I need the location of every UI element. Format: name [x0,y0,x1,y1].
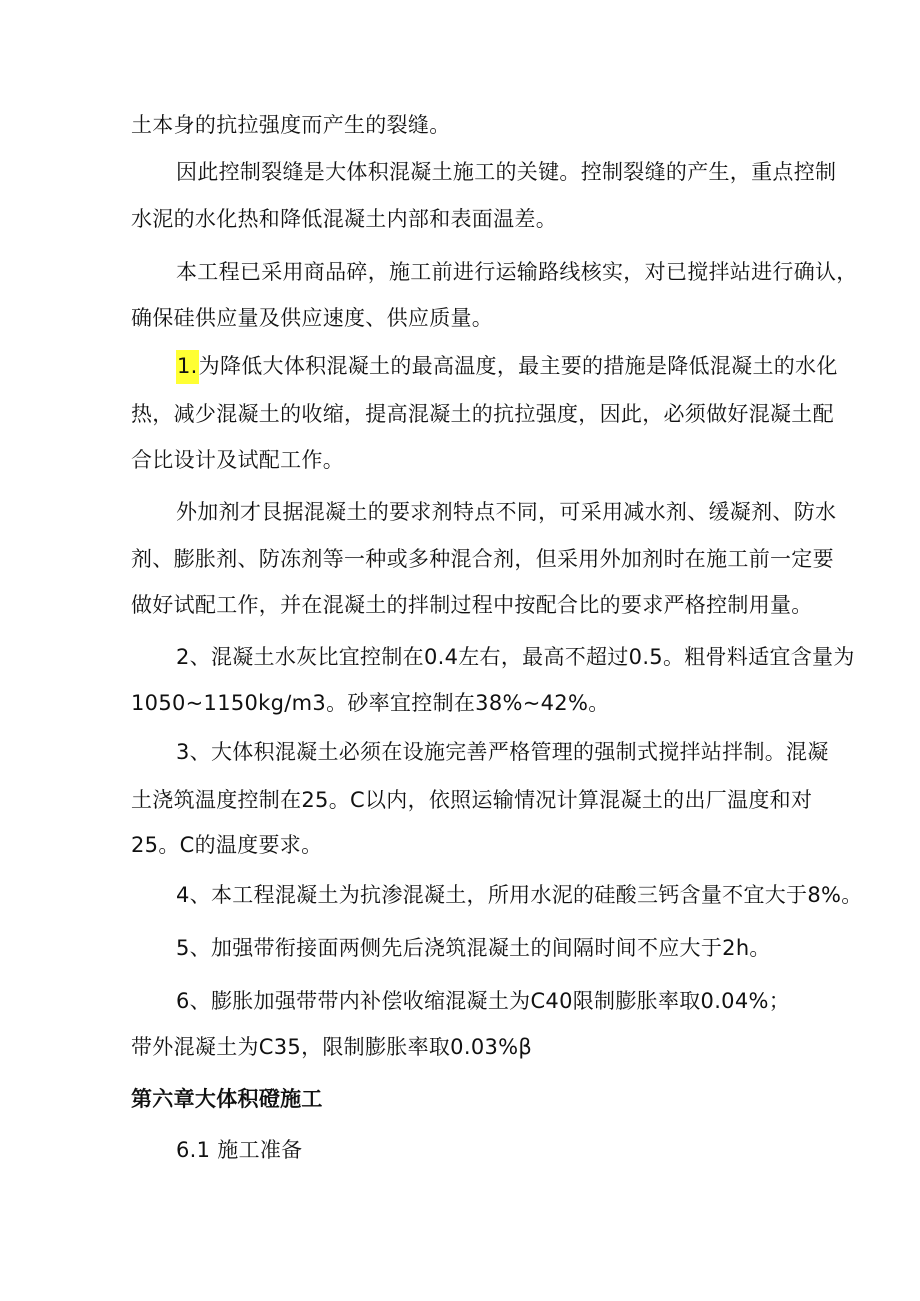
text-line: 合比设计及试配工作。 [131,448,344,472]
paragraph-commercial-concrete: 本工程已采用商品碎，施工前进行运输路线核实，对已搅拌站进行确认， [176,260,858,284]
text-line: 25。C的温度要求。 [131,833,323,857]
text-line: 1050~1150kg∕m3。砂率宜控制在38%~42%。 [131,691,610,715]
paragraph-crack-control: 因此控制裂缝是大体积混凝土施工的关键。控制裂缝的产生，重点控制 [176,160,837,184]
text-line: 确保硅供应量及供应速度、供应质量。 [131,306,494,330]
paragraph-item-3: 3、大体积混凝土必须在设施完善严格管理的强制式搅拌站拌制。混凝 [176,740,829,764]
highlighted-number: 1. [176,350,199,384]
paragraph-item-1 [176,351,838,381]
text-line: 做好试配工作，并在混凝土的拌制过程中按配合比的要求严格控制用量。 [131,593,813,617]
paragraph-item-4: 4、本工程混凝土为抗渗混凝土，所用水泥的硅酸三钙含量不宜大于8%。 [176,883,863,907]
text-line: 剂、膨胀剂、防冻剂等一种或多种混合剂，但采用外加剂时在施工前一定要 [131,547,834,571]
paragraph-admixture: 外加剂才艮据混凝土的要求剂特点不同，可采用减水剂、缓凝剂、防水 [176,500,837,524]
chapter-heading: 第六章大体积磴施工 [131,1087,323,1111]
paragraph-item-5: 5、加强带衔接面两侧先后浇筑混凝土的间隔时间不应大于2h。 [176,936,771,960]
text-line: 土浇筑温度控制在25。C以内，依照运输情况计算混凝土的出厂温度和对 [131,788,813,812]
text-line: 热，减少混凝土的收缩，提高混凝土的抗拉强度，因此，必须做好混凝土配 [131,402,834,426]
text-line: 土本身的抗拉强度而产生的裂缝。 [131,113,451,137]
section-heading: 6.1 施工准备 [176,1138,303,1162]
paragraph-item-6: 6、膨胀加强带带内补偿收缩混凝土为C40限制膨胀率取0.04%； [176,989,791,1013]
paragraph-item-2: 2、混凝土水灰比宜控制在0.4左右，最高不超过0.5。粗骨料适宜含量为 [176,645,855,669]
text-line: 水泥的水化热和降低混凝土内部和表面温差。 [131,207,557,231]
text-run: 为降低大体积混凝土的最高温度，最主要的措施是降低混凝土的水化 [198,354,838,378]
text-line: 带外混凝土为C35，限制膨胀率取0.03%β [131,1035,533,1059]
